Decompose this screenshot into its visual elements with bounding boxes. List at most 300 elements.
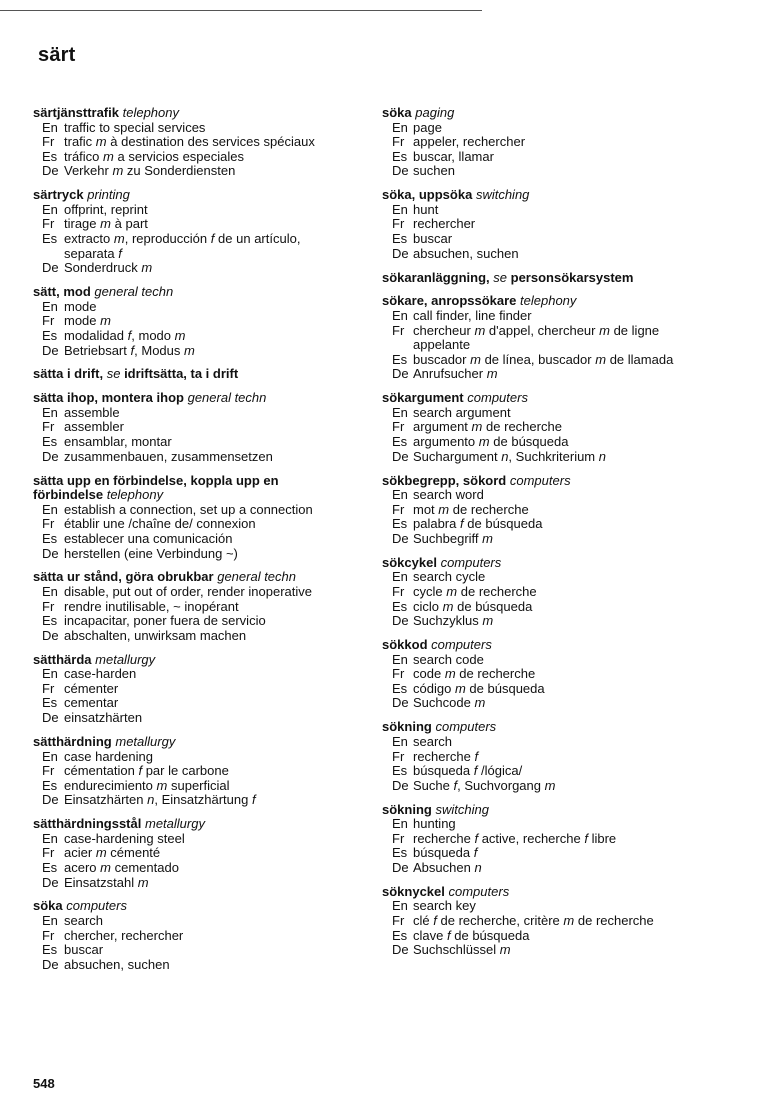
headword-term: söknyckel	[382, 883, 445, 899]
translation-line	[382, 750, 722, 765]
translation-line	[382, 943, 722, 958]
domain-label: metallurgy	[95, 651, 156, 667]
domain-label: switching	[475, 187, 530, 203]
language-code: Fr	[392, 913, 405, 929]
translation-line	[382, 406, 722, 421]
language-code: Es	[392, 763, 408, 779]
language-code: En	[392, 569, 408, 585]
translation-text: trafic m à destination des services spéciaux	[64, 134, 315, 150]
translation-line	[382, 338, 722, 353]
language-code: En	[392, 119, 408, 135]
translation-line	[382, 247, 722, 262]
translation-line	[382, 653, 722, 668]
headword	[382, 638, 722, 653]
translation-text: recherche f active, recherche f libre	[413, 830, 617, 846]
language-code: De	[392, 695, 409, 711]
translation-text: endurecimiento m superficial	[64, 777, 230, 793]
translation-text: Anrufsucher m	[413, 366, 498, 382]
domain-label: computers	[440, 554, 502, 570]
translation-text: establecer una comunicación	[64, 530, 233, 546]
translation-line	[33, 929, 363, 944]
translation-line	[382, 324, 722, 339]
language-code: De	[42, 448, 59, 464]
translation-text: palabra f de búsqueda	[413, 516, 543, 532]
language-code: De	[42, 163, 59, 179]
translation-text: cycle m de recherche	[413, 584, 537, 599]
language-code: De	[392, 163, 409, 179]
translation-line	[382, 846, 722, 861]
language-code: En	[392, 898, 408, 914]
language-code: Fr	[42, 516, 55, 532]
language-code: Es	[392, 598, 408, 614]
headword-term: söka, uppsöka	[382, 187, 473, 203]
language-code: De	[392, 859, 409, 875]
language-code: En	[42, 830, 58, 846]
translation-line	[382, 121, 722, 136]
language-code: Es	[42, 695, 58, 711]
headword-term: sökargument	[382, 390, 464, 406]
language-code: Es	[42, 613, 58, 629]
language-code: En	[42, 913, 58, 929]
translation-line	[382, 420, 722, 435]
translation-line	[382, 217, 722, 232]
translation-text: hunt	[413, 201, 439, 217]
dictionary-entry	[382, 271, 722, 286]
headword-term: sätt, mod	[33, 284, 91, 300]
headword-term: sökcykel	[382, 554, 437, 570]
dictionary-entry	[33, 474, 363, 562]
translation-text: acier m cémenté	[64, 845, 161, 861]
headword-term: personsökarsystem	[510, 269, 634, 285]
language-code: De	[42, 710, 59, 726]
domain-label: se	[106, 366, 121, 382]
translation-line	[382, 585, 722, 600]
translation-line	[33, 629, 363, 644]
translation-line	[33, 435, 363, 450]
domain-label: telephony	[122, 105, 179, 120]
translation-text: separata f	[64, 245, 122, 261]
language-code: Fr	[392, 216, 405, 232]
translation-line	[33, 958, 363, 973]
domain-label: metallurgy	[144, 816, 205, 832]
translation-line	[33, 344, 363, 359]
language-code: En	[392, 404, 408, 420]
headword-term: sätta i drift,	[33, 366, 104, 382]
dictionary-entry	[382, 885, 722, 958]
translation-text: search argument	[413, 404, 511, 420]
headword-term: sökning	[382, 801, 432, 817]
headword	[382, 106, 722, 121]
language-code: Fr	[392, 419, 405, 435]
page-number: 548	[33, 1076, 55, 1091]
language-code: Es	[392, 231, 408, 247]
translation-line	[33, 121, 363, 136]
translation-text: extracto m, reproducción f de un artículo,	[64, 231, 301, 247]
headword-term: särtjänsttrafik	[33, 105, 119, 120]
headword	[33, 570, 363, 585]
headword	[33, 817, 363, 832]
translation-line	[33, 585, 363, 600]
language-code: De	[392, 245, 409, 261]
translation-line	[382, 203, 722, 218]
translation-text: buscador m de línea, buscador m de llamada	[413, 351, 674, 367]
dictionary-entry	[33, 285, 363, 358]
translation-line	[33, 503, 363, 518]
translation-text: herstellen (eine Verbindung ~)	[64, 545, 238, 561]
language-code: Fr	[392, 748, 405, 764]
language-code: Fr	[392, 501, 405, 517]
language-code: En	[42, 201, 58, 217]
translation-line	[382, 667, 722, 682]
domain-label: se	[493, 269, 507, 285]
translation-line	[33, 764, 363, 779]
translation-line	[33, 261, 363, 276]
language-code: En	[392, 816, 408, 832]
translation-text: mode	[64, 298, 97, 314]
translation-text: ciclo m de búsqueda	[413, 598, 533, 614]
translation-text: buscar	[413, 231, 453, 247]
headword	[382, 391, 722, 406]
language-code: Es	[42, 942, 58, 958]
left-column	[33, 106, 363, 982]
language-code: De	[392, 448, 409, 464]
domain-label: computers	[431, 637, 492, 653]
translation-text: Einsatzhärten n, Einsatzhärtung f	[64, 792, 256, 808]
dictionary-entry	[33, 106, 363, 179]
translation-text: rendre inutilisable, ~ inopérant	[64, 598, 239, 614]
domain-label: computers	[448, 883, 510, 899]
translation-text: zusammenbauen, zusammensetzen	[64, 448, 273, 464]
language-code: En	[42, 666, 58, 682]
language-code: En	[392, 651, 408, 667]
translation-text: disable, put out of order, render inoperative	[64, 584, 312, 599]
translation-text: búsqueda f /lógica/	[413, 763, 523, 779]
translation-text: mode m	[64, 313, 111, 329]
language-code: En	[392, 201, 408, 217]
translation-text: ensamblar, montar	[64, 434, 172, 450]
language-code: Es	[42, 530, 58, 546]
language-code: Fr	[42, 598, 55, 614]
domain-label: computers	[435, 719, 497, 735]
translation-line	[33, 217, 363, 232]
domain-label: printing	[87, 187, 130, 203]
domain-label: general techn	[187, 390, 267, 406]
translation-text: cémenter	[64, 680, 119, 696]
translation-text: Verkehr m zu Sonderdiensten	[64, 163, 236, 179]
translation-line	[382, 600, 722, 615]
language-code: De	[42, 956, 59, 972]
translation-text: search key	[413, 898, 476, 914]
translation-text: einsatzhärten	[64, 710, 143, 726]
dictionary-entry	[382, 188, 722, 261]
translation-line	[382, 929, 722, 944]
translation-text: cémentation f par le carbone	[64, 763, 229, 779]
translation-line	[382, 682, 722, 697]
headword	[33, 735, 363, 750]
translation-line	[382, 532, 722, 547]
translation-line	[33, 203, 363, 218]
translation-line	[33, 750, 363, 765]
translation-text: case hardening	[64, 748, 153, 764]
translation-text: clé f de recherche, critère m de recherche	[413, 913, 654, 929]
headword-term: sätta upp en förbindelse, koppla upp en	[33, 472, 279, 488]
language-code: En	[42, 501, 58, 517]
language-code: De	[42, 874, 59, 890]
dictionary-entry	[33, 817, 363, 890]
translation-text: argumento m de búsqueda	[413, 434, 569, 450]
translation-text: modalidad f, modo m	[64, 327, 186, 343]
translation-text: appelante	[413, 337, 471, 353]
translation-text: buscar, llamar	[413, 148, 494, 164]
dictionary-entry	[33, 735, 363, 808]
headword	[382, 885, 722, 900]
headword	[33, 367, 363, 382]
translation-text: absuchen, suchen	[413, 245, 519, 261]
translation-text: search cycle	[413, 569, 486, 585]
translation-text: establish a connection, set up a connection	[64, 501, 313, 517]
headword-term: sätta ihop, montera ihop	[33, 390, 184, 406]
headword-term: idriftsätta, ta i drift	[124, 366, 239, 382]
translation-line	[382, 696, 722, 711]
language-code	[382, 338, 413, 353]
language-code: Fr	[392, 830, 405, 846]
translation-text: assembler	[64, 419, 124, 435]
translation-text: buscar	[64, 942, 104, 958]
translation-line	[33, 793, 363, 808]
headword-term: sökkod	[382, 637, 428, 653]
language-code: Es	[392, 148, 408, 164]
headword	[382, 556, 722, 571]
language-code: En	[392, 308, 408, 324]
language-code: Es	[42, 231, 58, 247]
dictionary-entry	[382, 720, 722, 793]
language-code: Es	[392, 845, 408, 861]
dictionary-entry	[382, 294, 722, 382]
translation-line	[33, 614, 363, 629]
translation-text: mot m de recherche	[413, 501, 529, 517]
translation-line	[33, 914, 363, 929]
translation-text: code m de recherche	[413, 666, 536, 682]
language-code: Es	[392, 680, 408, 696]
headword	[382, 474, 722, 489]
language-code: Es	[42, 859, 58, 875]
language-code: Fr	[392, 584, 405, 599]
language-code: Es	[392, 927, 408, 943]
language-code: En	[42, 584, 58, 599]
translation-text: tráfico m a servicios especiales	[64, 148, 244, 164]
headword-term: sätthärda	[33, 651, 92, 667]
language-code: De	[392, 942, 409, 958]
translation-line	[33, 861, 363, 876]
language-code: Fr	[42, 419, 55, 435]
translation-line	[33, 314, 363, 329]
dictionary-entry	[382, 556, 722, 629]
domain-label: general techn	[217, 569, 296, 585]
translation-line	[33, 450, 363, 465]
translation-text: traffic to special services	[64, 119, 206, 135]
translation-line	[33, 329, 363, 344]
dictionary-entry	[33, 367, 363, 382]
translation-line	[382, 899, 722, 914]
translation-line	[382, 367, 722, 382]
language-code: Fr	[392, 322, 405, 338]
language-code: En	[42, 298, 58, 314]
translation-line	[33, 164, 363, 179]
translation-text: hunting	[413, 816, 456, 832]
translation-text: appeler, rechercher	[413, 134, 526, 150]
translation-text: clave f de búsqueda	[413, 927, 530, 943]
translation-line	[33, 135, 363, 150]
translation-line	[33, 711, 363, 726]
dictionary-entry	[33, 899, 363, 972]
translation-text: código m de búsqueda	[413, 680, 545, 696]
language-code: De	[392, 366, 409, 382]
translation-line	[33, 832, 363, 847]
translation-text: recherche f	[413, 748, 479, 764]
language-code: Es	[392, 516, 408, 532]
headword-term: söka	[382, 105, 412, 120]
translation-line	[33, 532, 363, 547]
translation-text: chercheur m d'appel, chercheur m de ligne	[413, 322, 660, 338]
translation-line	[33, 876, 363, 891]
language-code: En	[392, 733, 408, 749]
translation-line	[33, 517, 363, 532]
translation-line	[33, 232, 363, 247]
translation-line	[33, 846, 363, 861]
language-code: Es	[42, 148, 58, 164]
headword-term: sökare, anropssökare	[382, 293, 517, 309]
headword	[382, 188, 722, 203]
translation-line	[382, 353, 722, 368]
translation-line	[382, 832, 722, 847]
translation-line	[33, 300, 363, 315]
domain-label: computers	[66, 898, 127, 914]
domain-label: telephony	[520, 293, 577, 309]
translation-line	[382, 164, 722, 179]
translation-line	[33, 943, 363, 958]
language-code: Es	[42, 434, 58, 450]
dictionary-entry	[33, 188, 363, 276]
translation-text: absuchen, suchen	[64, 956, 170, 972]
translation-line	[382, 503, 722, 518]
language-code: En	[42, 748, 58, 764]
translation-text: cementar	[64, 695, 119, 711]
language-code: Es	[42, 777, 58, 793]
language-code: De	[392, 777, 409, 793]
translation-text: búsqueda f	[413, 845, 478, 861]
translation-text: Suchcode m	[413, 695, 486, 711]
translation-line	[382, 309, 722, 324]
translation-text: suchen	[413, 163, 455, 179]
translation-line	[382, 517, 722, 532]
language-code: De	[42, 342, 59, 358]
translation-line	[382, 570, 722, 585]
headword	[33, 285, 363, 300]
headword	[382, 271, 722, 286]
domain-label: paging	[415, 105, 455, 120]
translation-text: search	[64, 913, 104, 929]
translation-text: rechercher	[413, 216, 476, 232]
domain-label: metallurgy	[115, 733, 176, 749]
translation-text: search	[413, 733, 453, 749]
language-code: Fr	[42, 313, 55, 329]
translation-line	[382, 861, 722, 876]
domain-label: switching	[435, 801, 489, 817]
domain-label: general techn	[94, 284, 174, 300]
language-code: En	[42, 404, 58, 420]
headword	[33, 391, 363, 406]
language-code	[33, 247, 64, 262]
language-code: Fr	[42, 845, 55, 861]
translation-line	[33, 600, 363, 615]
language-code: Fr	[42, 216, 55, 232]
dictionary-entry	[382, 391, 722, 464]
language-code: Fr	[42, 680, 55, 696]
language-code: De	[42, 627, 59, 643]
translation-line	[382, 914, 722, 929]
language-code: De	[42, 260, 59, 276]
dictionary-entry	[33, 391, 363, 464]
headword-term: sökning	[382, 719, 432, 735]
dictionary-entry	[382, 638, 722, 711]
headword	[33, 653, 363, 668]
headword-term: sökbegrepp, sökord	[382, 472, 507, 488]
translation-text: search word	[413, 487, 484, 503]
headword-term: söka	[33, 898, 63, 914]
translation-text: établir une /chaîne de/ connexion	[64, 516, 256, 532]
dictionary-entry	[33, 653, 363, 726]
headword	[382, 720, 722, 735]
translation-line	[382, 135, 722, 150]
translation-text: Suchschlüssel m	[413, 942, 511, 958]
headword-term: särtryck	[33, 187, 84, 203]
dictionary-entry	[33, 570, 363, 643]
translation-line	[382, 817, 722, 832]
translation-line	[33, 247, 363, 262]
translation-text: Absuchen n	[413, 859, 482, 875]
translation-line	[33, 696, 363, 711]
headword	[33, 474, 363, 489]
headword-term: sätta ur stånd, göra obrukbar	[33, 569, 214, 585]
right-column	[382, 106, 722, 967]
translation-text: case-harden	[64, 666, 137, 682]
language-code: De	[42, 792, 59, 808]
translation-text: assemble	[64, 404, 120, 420]
language-code: Fr	[42, 763, 55, 779]
translation-text: abschalten, unwirksam machen	[64, 627, 247, 643]
translation-line	[382, 764, 722, 779]
translation-text: Suchbegriff m	[413, 530, 493, 546]
translation-text: Betriebsart f, Modus m	[64, 342, 195, 358]
dictionary-entry	[382, 474, 722, 547]
translation-line	[33, 667, 363, 682]
language-code: Fr	[392, 134, 405, 150]
domain-label: computers	[509, 472, 571, 488]
dictionary-entry	[382, 803, 722, 876]
headword-term: sätthärdningsstål	[33, 816, 142, 832]
language-code: En	[392, 487, 408, 503]
language-code: De	[42, 545, 59, 561]
translation-text: Suchargument n, Suchkriterium n	[413, 448, 606, 464]
dictionary-entry	[382, 106, 722, 179]
translation-text: call finder, line finder	[413, 308, 532, 324]
translation-text: acero m cementado	[64, 859, 179, 875]
language-code: Es	[392, 351, 408, 367]
headword-term: sökaranläggning,	[382, 269, 490, 285]
translation-line	[33, 547, 363, 562]
top-rule	[0, 10, 482, 11]
translation-line	[382, 150, 722, 165]
